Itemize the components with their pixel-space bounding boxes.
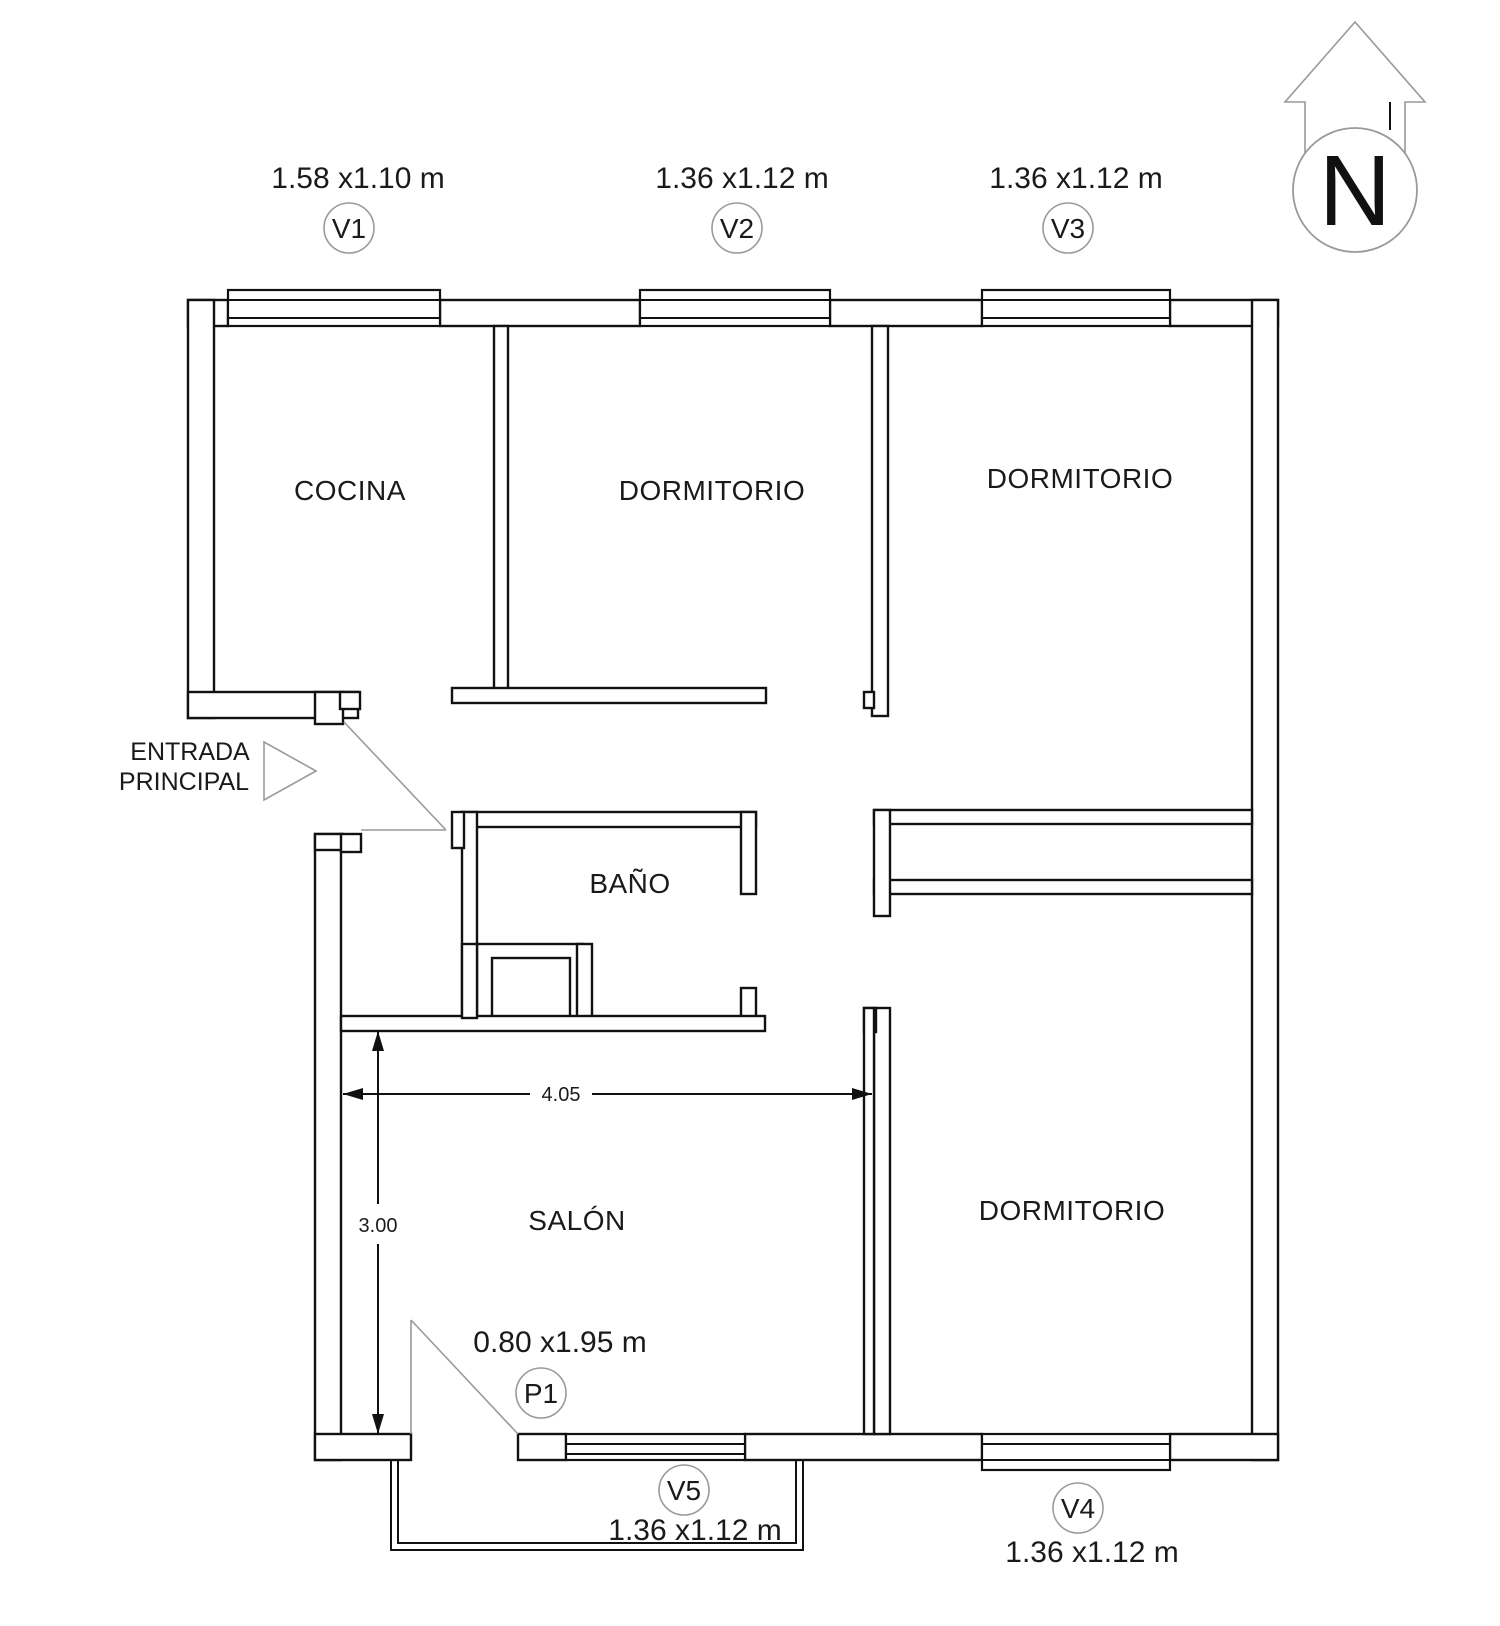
dimension-salon-depth-label: 3.00: [358, 1215, 398, 1237]
window-v2-size: 1.36 x1.12 m: [655, 162, 829, 195]
window-v3: [982, 290, 1170, 326]
room-dormitorio-2: DORMITORIO: [986, 463, 1174, 494]
north-label: N: [1318, 135, 1392, 247]
entry-door-swing: [344, 722, 446, 830]
door-p1-label: [473, 1326, 646, 1418]
window-v4-size: 1.36 x1.12 m: [1005, 1536, 1179, 1569]
window-v4-label: [1005, 1483, 1178, 1569]
window-v4-tag: V4: [1060, 1493, 1096, 1524]
dimension-salon-width-label: 4.05: [541, 1084, 581, 1106]
dimension-salon-depth: [359, 1031, 398, 1434]
room-cocina: COCINA: [294, 475, 406, 506]
entrance-marker: [119, 738, 316, 800]
north-arrow-icon: [1285, 22, 1425, 252]
window-v3-tag: V3: [1050, 213, 1086, 244]
window-v3-size: 1.36 x1.12 m: [989, 162, 1163, 195]
dimension-salon-width: [343, 1084, 872, 1106]
window-v5-tag: V5: [666, 1475, 702, 1506]
window-v5-size: 1.36 x1.12 m: [608, 1514, 782, 1547]
window-v5: [566, 1434, 745, 1460]
room-bano: BAÑO: [589, 868, 671, 899]
window-v1-label: [271, 162, 444, 253]
window-v5-label: [608, 1465, 781, 1547]
entrance-line2: PRINCIPAL: [118, 768, 250, 796]
window-v2-tag: V2: [719, 213, 755, 244]
window-v2-label: [655, 162, 828, 253]
window-v1-size: 1.58 x1.10 m: [271, 162, 445, 195]
room-dormitorio-1: DORMITORIO: [618, 475, 806, 506]
entrance-arrow-icon: [264, 742, 316, 800]
entrance-line1: ENTRADA: [130, 738, 250, 766]
room-salon: SALÓN: [528, 1205, 626, 1236]
window-v1-tag: V1: [331, 213, 367, 244]
door-p1-size: 0.80 x1.95 m: [473, 1326, 647, 1359]
window-v3-label: [989, 162, 1162, 253]
window-v2: [640, 290, 830, 326]
door-p1-tag: P1: [523, 1378, 559, 1409]
window-v4: [982, 1434, 1170, 1470]
window-v1: [228, 290, 440, 326]
room-dormitorio-3: DORMITORIO: [978, 1195, 1166, 1226]
